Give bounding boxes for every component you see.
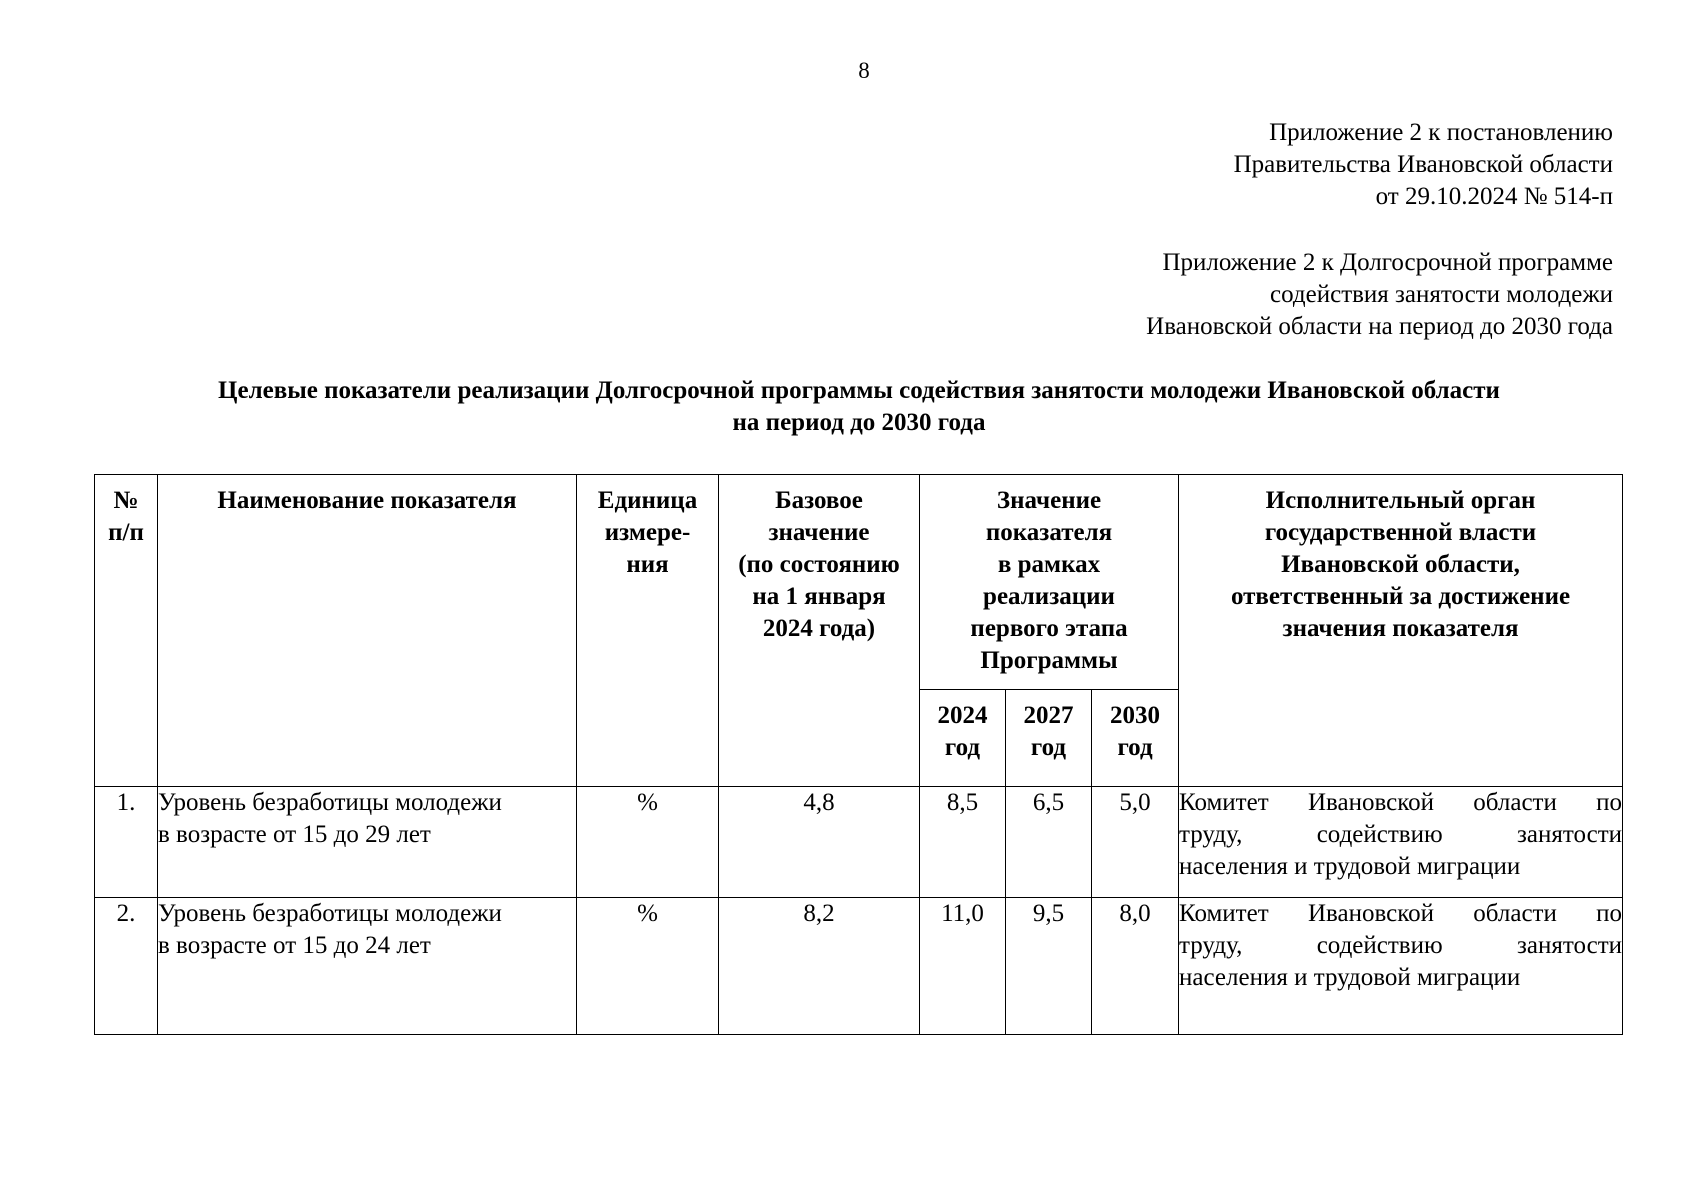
indicators-table — [94, 474, 1623, 1035]
executor-cell: Комитет Ивановской области по труду, содействию занятости населения и трудовой миграции — [1179, 787, 1623, 898]
header-executor: Исполнительный орган государственной власти Ивановской области, ответственный за достижение значения показателя — [1179, 475, 1623, 787]
value-2024-cell: 8,5 — [920, 787, 1006, 898]
appendix-line: Приложение 2 к Долгосрочной программе — [1162, 249, 1613, 276]
table-row — [95, 898, 1623, 1035]
indicator-name: Уровень безработицы молодежи в возрасте от 15 до 24 лет — [158, 898, 577, 1035]
base-value-cell: 4,8 — [719, 787, 920, 898]
title-line: на период до 2030 года — [732, 409, 986, 436]
value-2024-cell: 11,0 — [920, 898, 1006, 1035]
document-title — [94, 375, 1624, 439]
unit-cell: % — [577, 898, 719, 1035]
base-value-cell: 8,2 — [719, 898, 920, 1035]
indicator-name: Уровень безработицы молодежи в возрасте от 15 до 29 лет — [158, 787, 577, 898]
value-2027-cell: 6,5 — [1006, 787, 1092, 898]
appendix-line: содействия занятости молодежи — [1270, 281, 1613, 308]
header-indicator-value: Значение показателя в рамках реализации первого этапа Программы — [920, 475, 1179, 690]
header-base-value: Базовое значение (по состоянию на 1 января 2024 года) — [719, 475, 920, 787]
executor-cell: Комитет Ивановской области по труду, содействию занятости населения и трудовой миграции — [1179, 898, 1623, 1035]
value-2030-cell: 5,0 — [1092, 787, 1179, 898]
row-number: 1. — [95, 787, 158, 898]
appendix-resolution-note — [913, 117, 1613, 213]
header-unit: Единица измере- ния — [577, 475, 719, 787]
header-year-2024: 2024 год — [920, 690, 1006, 787]
header-year-2027: 2027 год — [1006, 690, 1092, 787]
value-2027-cell: 9,5 — [1006, 898, 1092, 1035]
page-number: 8 — [858, 58, 870, 83]
table-row — [95, 787, 1623, 898]
unit-cell: % — [577, 787, 719, 898]
appendix-line: Приложение 2 к постановлению — [1269, 119, 1613, 146]
header-number: № п/п — [95, 475, 158, 787]
appendix-line: Ивановской области на период до 2030 года — [1146, 313, 1613, 340]
appendix-line: Правительства Ивановской области — [1233, 151, 1613, 178]
row-number: 2. — [95, 898, 158, 1035]
appendix-line: от 29.10.2024 № 514-п — [1375, 183, 1613, 210]
title-line: Целевые показатели реализации Долгосрочной программы содействия занятости молодежи Ивановской области — [218, 377, 1500, 404]
header-year-2030: 2030 год — [1092, 690, 1179, 787]
appendix-program-note — [913, 247, 1613, 343]
header-name: Наименование показателя — [158, 475, 577, 787]
value-2030-cell: 8,0 — [1092, 898, 1179, 1035]
